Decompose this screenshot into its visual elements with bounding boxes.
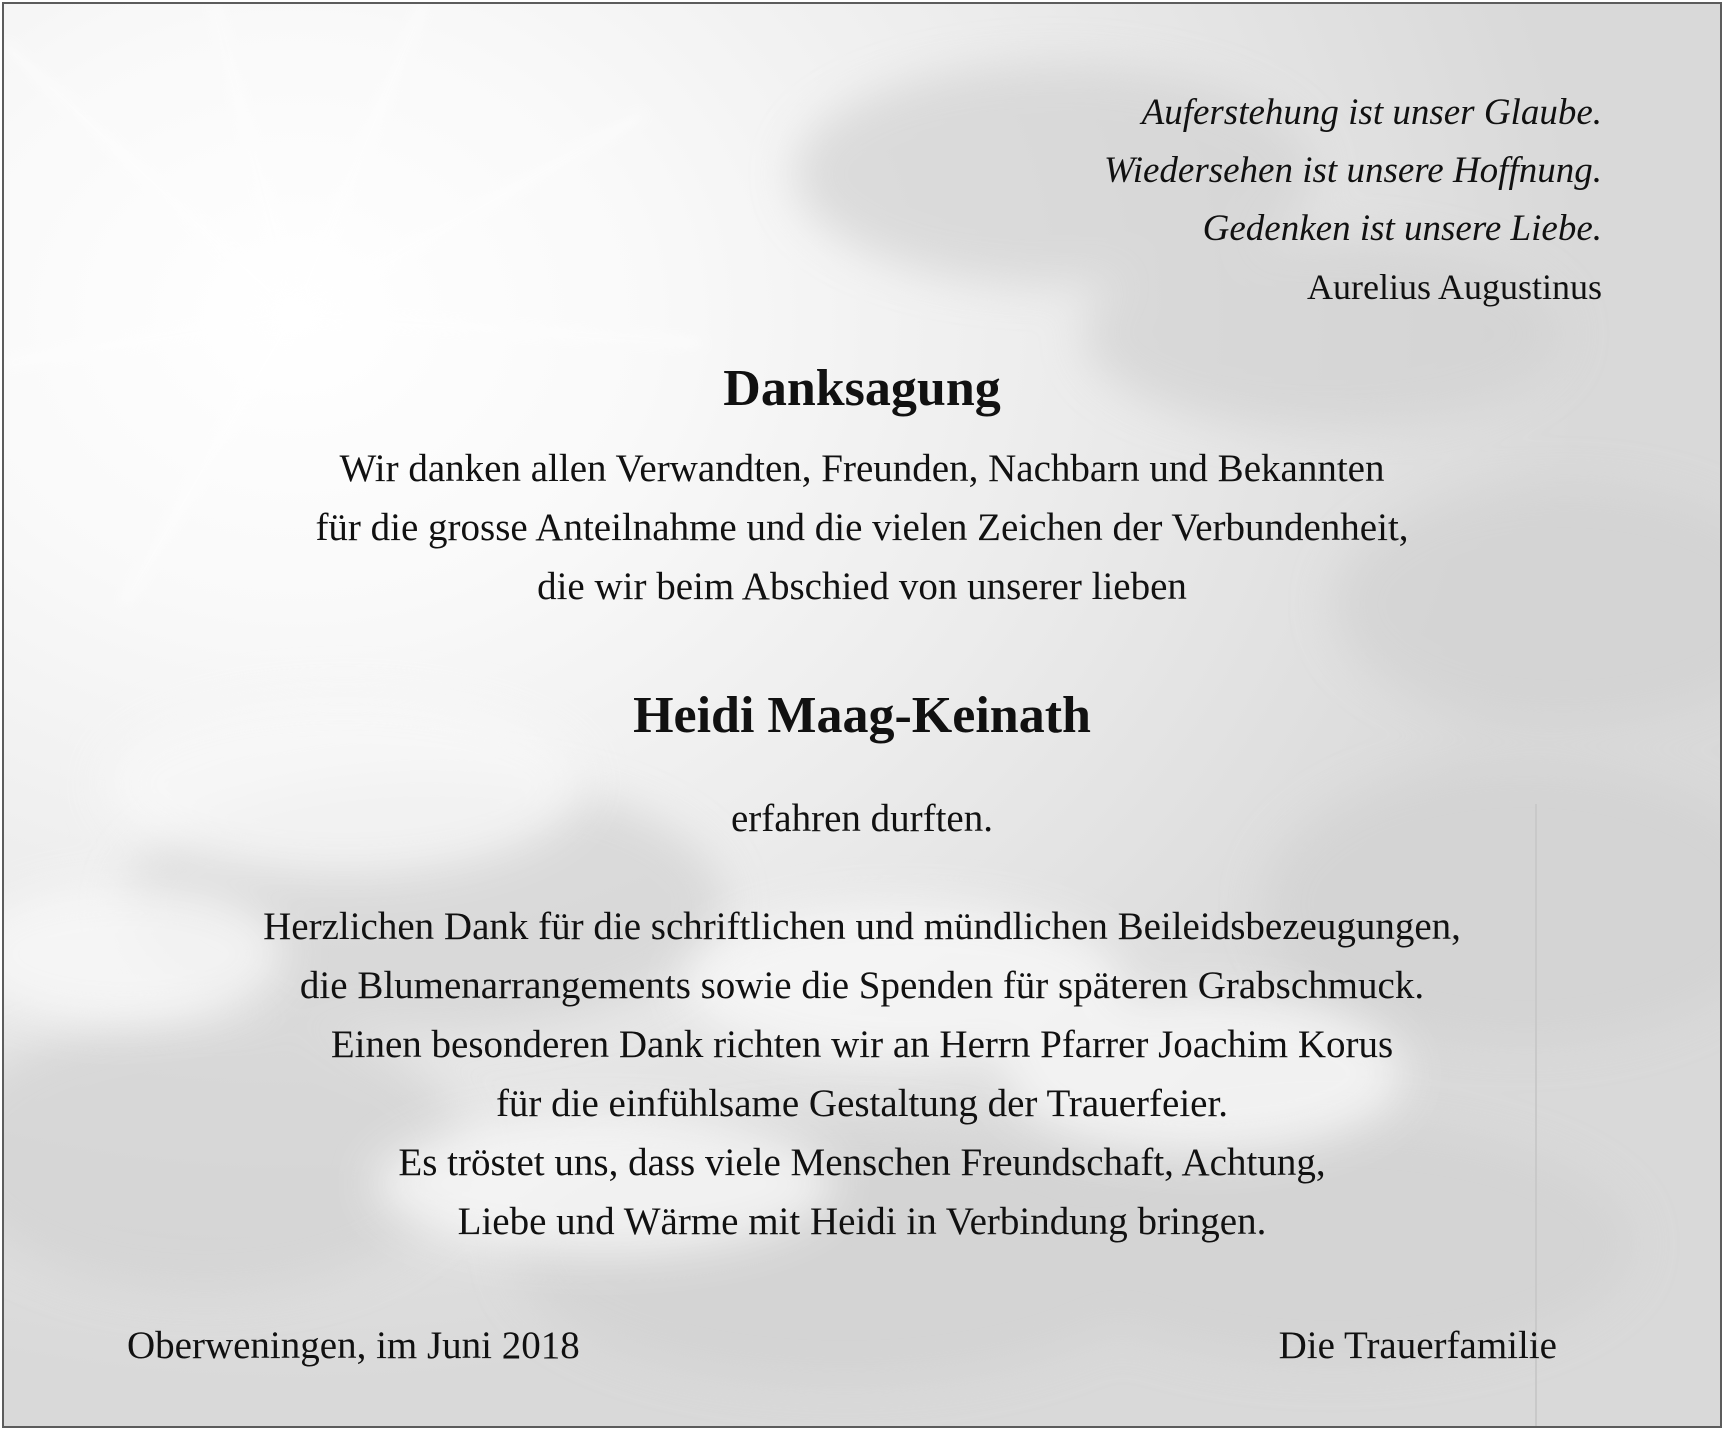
obituary-card [2,2,1722,1428]
signature: Die Trauerfamilie [1278,1324,1557,1367]
thanks-line: Einen besonderen Dank richten wir an Herrn Pfarrer Joachim Korus [330,1023,1394,1066]
deceased-name: Heidi Maag-Keinath [633,687,1091,744]
quote-author: Aurelius Augustinus [1306,267,1602,307]
quote-line: Auferstehung ist unser Glaube. [1141,92,1602,133]
after-name-text: erfahren durften. [730,797,993,840]
page-title: Danksagung [723,360,1001,417]
intro-paragraph [4,439,1720,616]
thanks-line: Es tröstet uns, dass viele Menschen Freundschaft, Achtung, [398,1141,1326,1184]
quote-line: Wiedersehen ist unsere Hoffnung. [1103,150,1602,191]
thanks-line: für die einfühlsame Gestaltung der Trauerfeier. [495,1082,1229,1125]
quote-line: Gedenken ist unsere Liebe. [1202,208,1602,249]
intro-line: Wir danken allen Verwandten, Freunden, Nachbarn und Bekannten [339,447,1385,490]
quote-block [1104,84,1602,316]
thanks-line: die Blumenarrangements sowie die Spenden für späteren Grabschmuck. [299,964,1425,1007]
thanks-paragraph [4,897,1720,1251]
thanks-line: Herzlichen Dank für die schriftlichen und mündlichen Beileidsbezeugungen, [263,905,1461,948]
place-date: Oberweningen, im Juni 2018 [127,1324,580,1367]
intro-line: die wir beim Abschied von unserer lieben [537,565,1187,608]
intro-line: für die grosse Anteilnahme und die vielen Zeichen der Verbundenheit, [315,506,1409,549]
thanks-line: Liebe und Wärme mit Heidi in Verbindung bringen. [457,1200,1267,1243]
